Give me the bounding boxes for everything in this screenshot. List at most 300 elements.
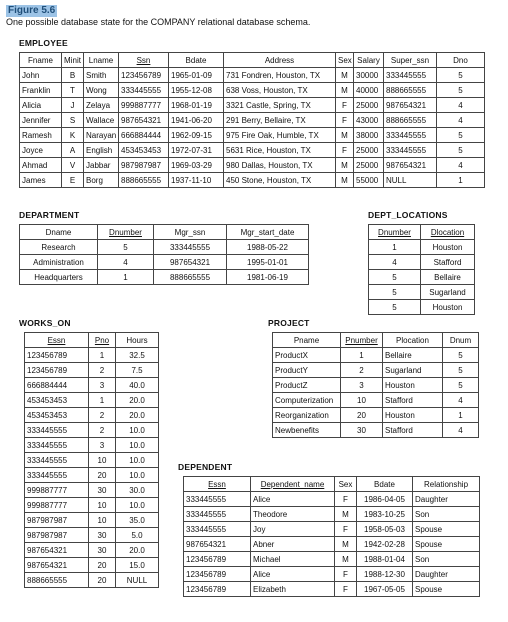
table-cell: Wallace — [84, 113, 119, 128]
table-cell: Joyce — [20, 143, 62, 158]
table-cell: 333445555 — [119, 83, 169, 98]
table-row — [25, 498, 159, 513]
table-cell: 975 Fire Oak, Humble, TX — [224, 128, 336, 143]
table-cell: 5 — [437, 128, 485, 143]
table-cell: Michael — [251, 552, 335, 567]
table-cell: 4 — [437, 158, 485, 173]
table-cell: 1941-06-20 — [169, 113, 224, 128]
table-cell: 7.5 — [116, 363, 159, 378]
header-row — [184, 477, 480, 492]
table-cell: 731 Fondren, Houston, TX — [224, 68, 336, 83]
employee-title: EMPLOYEE — [19, 38, 68, 48]
table-cell: M — [336, 158, 354, 173]
project-title: PROJECT — [268, 318, 310, 328]
table-cell: ProductX — [273, 348, 341, 363]
table-cell: Theodore — [251, 507, 335, 522]
table-cell: Spouse — [413, 582, 480, 597]
table-row — [25, 483, 159, 498]
table-cell: Bellaire — [383, 348, 443, 363]
table-cell: Franklin — [20, 83, 62, 98]
column-header: Ssn — [119, 53, 169, 68]
table-row — [25, 393, 159, 408]
table-cell: 10.0 — [116, 453, 159, 468]
table-cell: Administration — [20, 255, 98, 270]
table-cell: 4 — [437, 113, 485, 128]
table-cell: 453453453 — [25, 408, 89, 423]
table-cell: 2 — [89, 363, 116, 378]
dept-locations-table — [368, 224, 475, 315]
table-cell: 987654321 — [154, 255, 227, 270]
table-cell: 888665555 — [154, 270, 227, 285]
table-cell: Houston — [383, 408, 443, 423]
table-cell: 25000 — [354, 98, 384, 113]
table-cell: Abner — [251, 537, 335, 552]
table-cell: 333445555 — [25, 453, 89, 468]
column-header: Dname — [20, 225, 98, 240]
table-cell: 20 — [89, 558, 116, 573]
column-header: Relationship — [413, 477, 480, 492]
table-cell: 4 — [443, 423, 479, 438]
table-row — [20, 68, 485, 83]
table-row — [20, 98, 485, 113]
table-cell: 123456789 — [119, 68, 169, 83]
table-row — [273, 363, 479, 378]
column-header: Bdate — [169, 53, 224, 68]
table-cell: James — [20, 173, 62, 188]
table-cell: Daughter — [413, 567, 480, 582]
table-cell: Alicia — [20, 98, 62, 113]
table-cell: 2 — [341, 363, 383, 378]
table-row — [25, 453, 159, 468]
column-header: Dependent_name — [251, 477, 335, 492]
table-cell: 333445555 — [184, 492, 251, 507]
table-row — [25, 348, 159, 363]
table-cell: Headquarters — [20, 270, 98, 285]
column-header: Mgr_start_date — [227, 225, 309, 240]
table-cell: 1 — [341, 348, 383, 363]
table-cell: F — [336, 143, 354, 158]
figure-label: Figure 5.6 — [8, 5, 56, 16]
dept-locations-title: DEPT_LOCATIONS — [368, 210, 448, 220]
table-cell: Son — [413, 507, 480, 522]
table-cell: M — [335, 537, 357, 552]
table-cell: 4 — [98, 255, 154, 270]
table-cell: 20.0 — [116, 393, 159, 408]
table-cell: 20 — [341, 408, 383, 423]
table-cell: K — [62, 128, 84, 143]
table-row — [184, 552, 480, 567]
table-cell: 888665555 — [384, 113, 437, 128]
table-cell: 10.0 — [116, 438, 159, 453]
table-cell: 1988-05-22 — [227, 240, 309, 255]
table-cell: Stafford — [421, 255, 475, 270]
table-cell: 1962-09-15 — [169, 128, 224, 143]
table-cell: 1942-02-28 — [357, 537, 413, 552]
table-cell: F — [336, 113, 354, 128]
table-cell: Borg — [84, 173, 119, 188]
table-row — [20, 83, 485, 98]
table-row — [369, 240, 475, 255]
table-cell: 1981-06-19 — [227, 270, 309, 285]
table-cell: Jennifer — [20, 113, 62, 128]
table-cell: 987987987 — [119, 158, 169, 173]
header-row — [25, 333, 159, 348]
column-header: Essn — [184, 477, 251, 492]
column-header: Pnumber — [341, 333, 383, 348]
table-cell: Alice — [251, 567, 335, 582]
table-row — [25, 408, 159, 423]
table-cell: 1988-01-04 — [357, 552, 413, 567]
table-cell: 38000 — [354, 128, 384, 143]
column-header: Hours — [116, 333, 159, 348]
table-cell: 333445555 — [384, 68, 437, 83]
table-cell: 3 — [341, 378, 383, 393]
table-cell: 1965-01-09 — [169, 68, 224, 83]
table-cell: V — [62, 158, 84, 173]
table-cell: E — [62, 173, 84, 188]
table-cell: Reorganization — [273, 408, 341, 423]
table-cell: 4 — [443, 393, 479, 408]
table-cell: 25000 — [354, 143, 384, 158]
table-cell: 40000 — [354, 83, 384, 98]
table-row — [184, 507, 480, 522]
table-cell: 1986-04-05 — [357, 492, 413, 507]
table-row — [273, 378, 479, 393]
table-row — [184, 537, 480, 552]
table-cell: 123456789 — [25, 348, 89, 363]
table-row — [273, 408, 479, 423]
table-cell: Sugarland — [421, 285, 475, 300]
table-row — [20, 158, 485, 173]
table-cell: 10.0 — [116, 423, 159, 438]
table-cell: 5631 Rice, Houston, TX — [224, 143, 336, 158]
table-row — [369, 300, 475, 315]
table-cell: F — [335, 582, 357, 597]
table-cell: NULL — [384, 173, 437, 188]
column-header: Minit — [62, 53, 84, 68]
table-row — [273, 348, 479, 363]
table-cell: NULL — [116, 573, 159, 588]
table-cell: 5 — [443, 378, 479, 393]
table-row — [20, 240, 309, 255]
table-cell: 1 — [443, 408, 479, 423]
figure-caption: One possible database state for the COMPANY relational database schema. — [6, 17, 311, 27]
table-cell: 888665555 — [384, 83, 437, 98]
column-header: Salary — [354, 53, 384, 68]
dependent-title: DEPENDENT — [178, 462, 233, 472]
column-header: Pno — [89, 333, 116, 348]
table-cell: 333445555 — [25, 423, 89, 438]
table-cell: 1995-01-01 — [227, 255, 309, 270]
table-cell: 5 — [369, 300, 421, 315]
table-cell: 5 — [443, 348, 479, 363]
dependent-table — [183, 476, 480, 597]
table-row — [369, 255, 475, 270]
table-cell: 32.5 — [116, 348, 159, 363]
table-cell: 123456789 — [184, 567, 251, 582]
table-cell: 1937-11-10 — [169, 173, 224, 188]
table-cell: 888665555 — [119, 173, 169, 188]
table-cell: 987987987 — [25, 513, 89, 528]
table-cell: 987654321 — [119, 113, 169, 128]
table-cell: 5 — [369, 285, 421, 300]
table-cell: Houston — [383, 378, 443, 393]
table-row — [184, 492, 480, 507]
table-cell: M — [336, 83, 354, 98]
table-cell: 5 — [437, 68, 485, 83]
table-cell: 999887777 — [25, 498, 89, 513]
table-cell: 1969-03-29 — [169, 158, 224, 173]
table-cell: 2 — [89, 408, 116, 423]
table-cell: Alice — [251, 492, 335, 507]
table-row — [25, 378, 159, 393]
table-cell: Daughter — [413, 492, 480, 507]
table-cell: 10 — [89, 513, 116, 528]
table-cell: 1 — [437, 173, 485, 188]
table-cell: 333445555 — [184, 522, 251, 537]
table-cell: Sugarland — [383, 363, 443, 378]
table-cell: Joy — [251, 522, 335, 537]
table-cell: 453453453 — [119, 143, 169, 158]
table-row — [369, 285, 475, 300]
table-cell: 1 — [369, 240, 421, 255]
table-cell: S — [62, 113, 84, 128]
table-cell: 5 — [443, 363, 479, 378]
table-cell: 10 — [89, 498, 116, 513]
table-cell: ProductY — [273, 363, 341, 378]
table-cell: F — [335, 567, 357, 582]
table-cell: 888665555 — [25, 573, 89, 588]
table-row — [25, 573, 159, 588]
table-cell: 333445555 — [184, 507, 251, 522]
table-cell: Son — [413, 552, 480, 567]
table-cell: 1968-01-19 — [169, 98, 224, 113]
column-header: Dnumber — [369, 225, 421, 240]
column-header: Super_ssn — [384, 53, 437, 68]
table-cell: Stafford — [383, 423, 443, 438]
table-cell: 453453453 — [25, 393, 89, 408]
table-cell: 30 — [89, 543, 116, 558]
table-cell: Computerization — [273, 393, 341, 408]
table-cell: Narayan — [84, 128, 119, 143]
table-cell: 5.0 — [116, 528, 159, 543]
table-cell: English — [84, 143, 119, 158]
table-cell: 1 — [98, 270, 154, 285]
column-header: Sex — [335, 477, 357, 492]
table-cell: Research — [20, 240, 98, 255]
column-header: Address — [224, 53, 336, 68]
table-cell: 20.0 — [116, 408, 159, 423]
table-cell: Zelaya — [84, 98, 119, 113]
table-cell: 987987987 — [25, 528, 89, 543]
column-header: Dnumber — [98, 225, 154, 240]
table-cell: 333445555 — [384, 143, 437, 158]
table-cell: 3 — [89, 438, 116, 453]
table-cell: 5 — [437, 143, 485, 158]
column-header: Dno — [437, 53, 485, 68]
table-cell: 987654321 — [384, 98, 437, 113]
table-cell: 4 — [437, 98, 485, 113]
column-header: Fname — [20, 53, 62, 68]
table-cell: M — [336, 128, 354, 143]
table-cell: Spouse — [413, 522, 480, 537]
table-cell: 10.0 — [116, 468, 159, 483]
table-cell: 30000 — [354, 68, 384, 83]
table-row — [273, 393, 479, 408]
table-row — [25, 423, 159, 438]
table-cell: Jabbar — [84, 158, 119, 173]
table-cell: Bellaire — [421, 270, 475, 285]
table-row — [25, 543, 159, 558]
table-cell: 35.0 — [116, 513, 159, 528]
table-cell: 30.0 — [116, 483, 159, 498]
table-cell: 987654321 — [184, 537, 251, 552]
table-cell: 30 — [89, 483, 116, 498]
table-cell: Newbenefits — [273, 423, 341, 438]
table-cell: F — [336, 98, 354, 113]
table-cell: Houston — [421, 240, 475, 255]
table-row — [20, 270, 309, 285]
works-on-title: WORKS_ON — [19, 318, 71, 328]
table-row — [184, 582, 480, 597]
table-cell: ProductZ — [273, 378, 341, 393]
column-header: Essn — [25, 333, 89, 348]
table-cell: 123456789 — [184, 582, 251, 597]
table-row — [20, 113, 485, 128]
table-cell: 10 — [89, 453, 116, 468]
table-row — [25, 468, 159, 483]
table-cell: Smith — [84, 68, 119, 83]
table-cell: 5 — [437, 83, 485, 98]
table-cell: 43000 — [354, 113, 384, 128]
table-row — [184, 567, 480, 582]
department-title: DEPARTMENT — [19, 210, 80, 220]
table-cell: 1972-07-31 — [169, 143, 224, 158]
table-cell: 123456789 — [25, 363, 89, 378]
table-cell: 2 — [89, 423, 116, 438]
employee-table — [19, 52, 485, 188]
table-cell: 450 Stone, Houston, TX — [224, 173, 336, 188]
table-cell: 987654321 — [25, 543, 89, 558]
header-row — [273, 333, 479, 348]
table-row — [20, 128, 485, 143]
table-cell: 291 Berry, Bellaire, TX — [224, 113, 336, 128]
table-cell: 1958-05-03 — [357, 522, 413, 537]
table-cell: Elizabeth — [251, 582, 335, 597]
table-cell: 10.0 — [116, 498, 159, 513]
table-cell: 20 — [89, 573, 116, 588]
table-row — [25, 528, 159, 543]
table-cell: 1983-10-25 — [357, 507, 413, 522]
table-row — [20, 173, 485, 188]
table-cell: 3321 Castle, Spring, TX — [224, 98, 336, 113]
table-cell: A — [62, 143, 84, 158]
column-header: Plocation — [383, 333, 443, 348]
column-header: Dnum — [443, 333, 479, 348]
table-cell: Wong — [84, 83, 119, 98]
table-row — [184, 522, 480, 537]
table-cell: J — [62, 98, 84, 113]
table-cell: 333445555 — [384, 128, 437, 143]
table-cell: 987654321 — [25, 558, 89, 573]
table-cell: 3 — [89, 378, 116, 393]
table-cell: 30 — [89, 528, 116, 543]
table-cell: 987654321 — [384, 158, 437, 173]
table-cell: 1 — [89, 393, 116, 408]
table-cell: 1955-12-08 — [169, 83, 224, 98]
table-cell: 666884444 — [119, 128, 169, 143]
table-row — [25, 363, 159, 378]
table-cell: Spouse — [413, 537, 480, 552]
table-cell: Ahmad — [20, 158, 62, 173]
table-cell: F — [335, 522, 357, 537]
table-cell: 1 — [89, 348, 116, 363]
table-cell: 30 — [341, 423, 383, 438]
table-cell: F — [335, 492, 357, 507]
table-row — [20, 255, 309, 270]
table-cell: 666884444 — [25, 378, 89, 393]
table-row — [25, 513, 159, 528]
project-table — [272, 332, 479, 438]
table-cell: 55000 — [354, 173, 384, 188]
table-cell: 980 Dallas, Houston, TX — [224, 158, 336, 173]
table-cell: T — [62, 83, 84, 98]
header-row — [20, 53, 485, 68]
table-cell: 5 — [369, 270, 421, 285]
column-header: Dlocation — [421, 225, 475, 240]
table-row — [25, 558, 159, 573]
works-on-table — [24, 332, 159, 588]
table-cell: M — [336, 68, 354, 83]
table-cell: M — [335, 507, 357, 522]
table-cell: 20.0 — [116, 543, 159, 558]
table-cell: B — [62, 68, 84, 83]
table-cell: 20 — [89, 468, 116, 483]
table-cell: 40.0 — [116, 378, 159, 393]
table-row — [20, 143, 485, 158]
table-cell: 1967-05-05 — [357, 582, 413, 597]
header-row — [20, 225, 309, 240]
table-cell: 999887777 — [25, 483, 89, 498]
table-cell: Houston — [421, 300, 475, 315]
table-cell: 5 — [98, 240, 154, 255]
table-cell: M — [336, 173, 354, 188]
column-header: Lname — [84, 53, 119, 68]
table-cell: 123456789 — [184, 552, 251, 567]
column-header: Bdate — [357, 477, 413, 492]
table-cell: John — [20, 68, 62, 83]
column-header: Sex — [336, 53, 354, 68]
table-cell: 333445555 — [25, 468, 89, 483]
column-header: Pname — [273, 333, 341, 348]
table-cell: 333445555 — [154, 240, 227, 255]
table-cell: 999887777 — [119, 98, 169, 113]
column-header: Mgr_ssn — [154, 225, 227, 240]
header-row — [369, 225, 475, 240]
table-cell: 25000 — [354, 158, 384, 173]
table-cell: 15.0 — [116, 558, 159, 573]
table-cell: Stafford — [383, 393, 443, 408]
table-cell: M — [335, 552, 357, 567]
table-cell: Ramesh — [20, 128, 62, 143]
table-cell: 10 — [341, 393, 383, 408]
table-row — [369, 270, 475, 285]
table-cell: 4 — [369, 255, 421, 270]
table-row — [273, 423, 479, 438]
table-cell: 333445555 — [25, 438, 89, 453]
table-row — [25, 438, 159, 453]
department-table — [19, 224, 309, 285]
